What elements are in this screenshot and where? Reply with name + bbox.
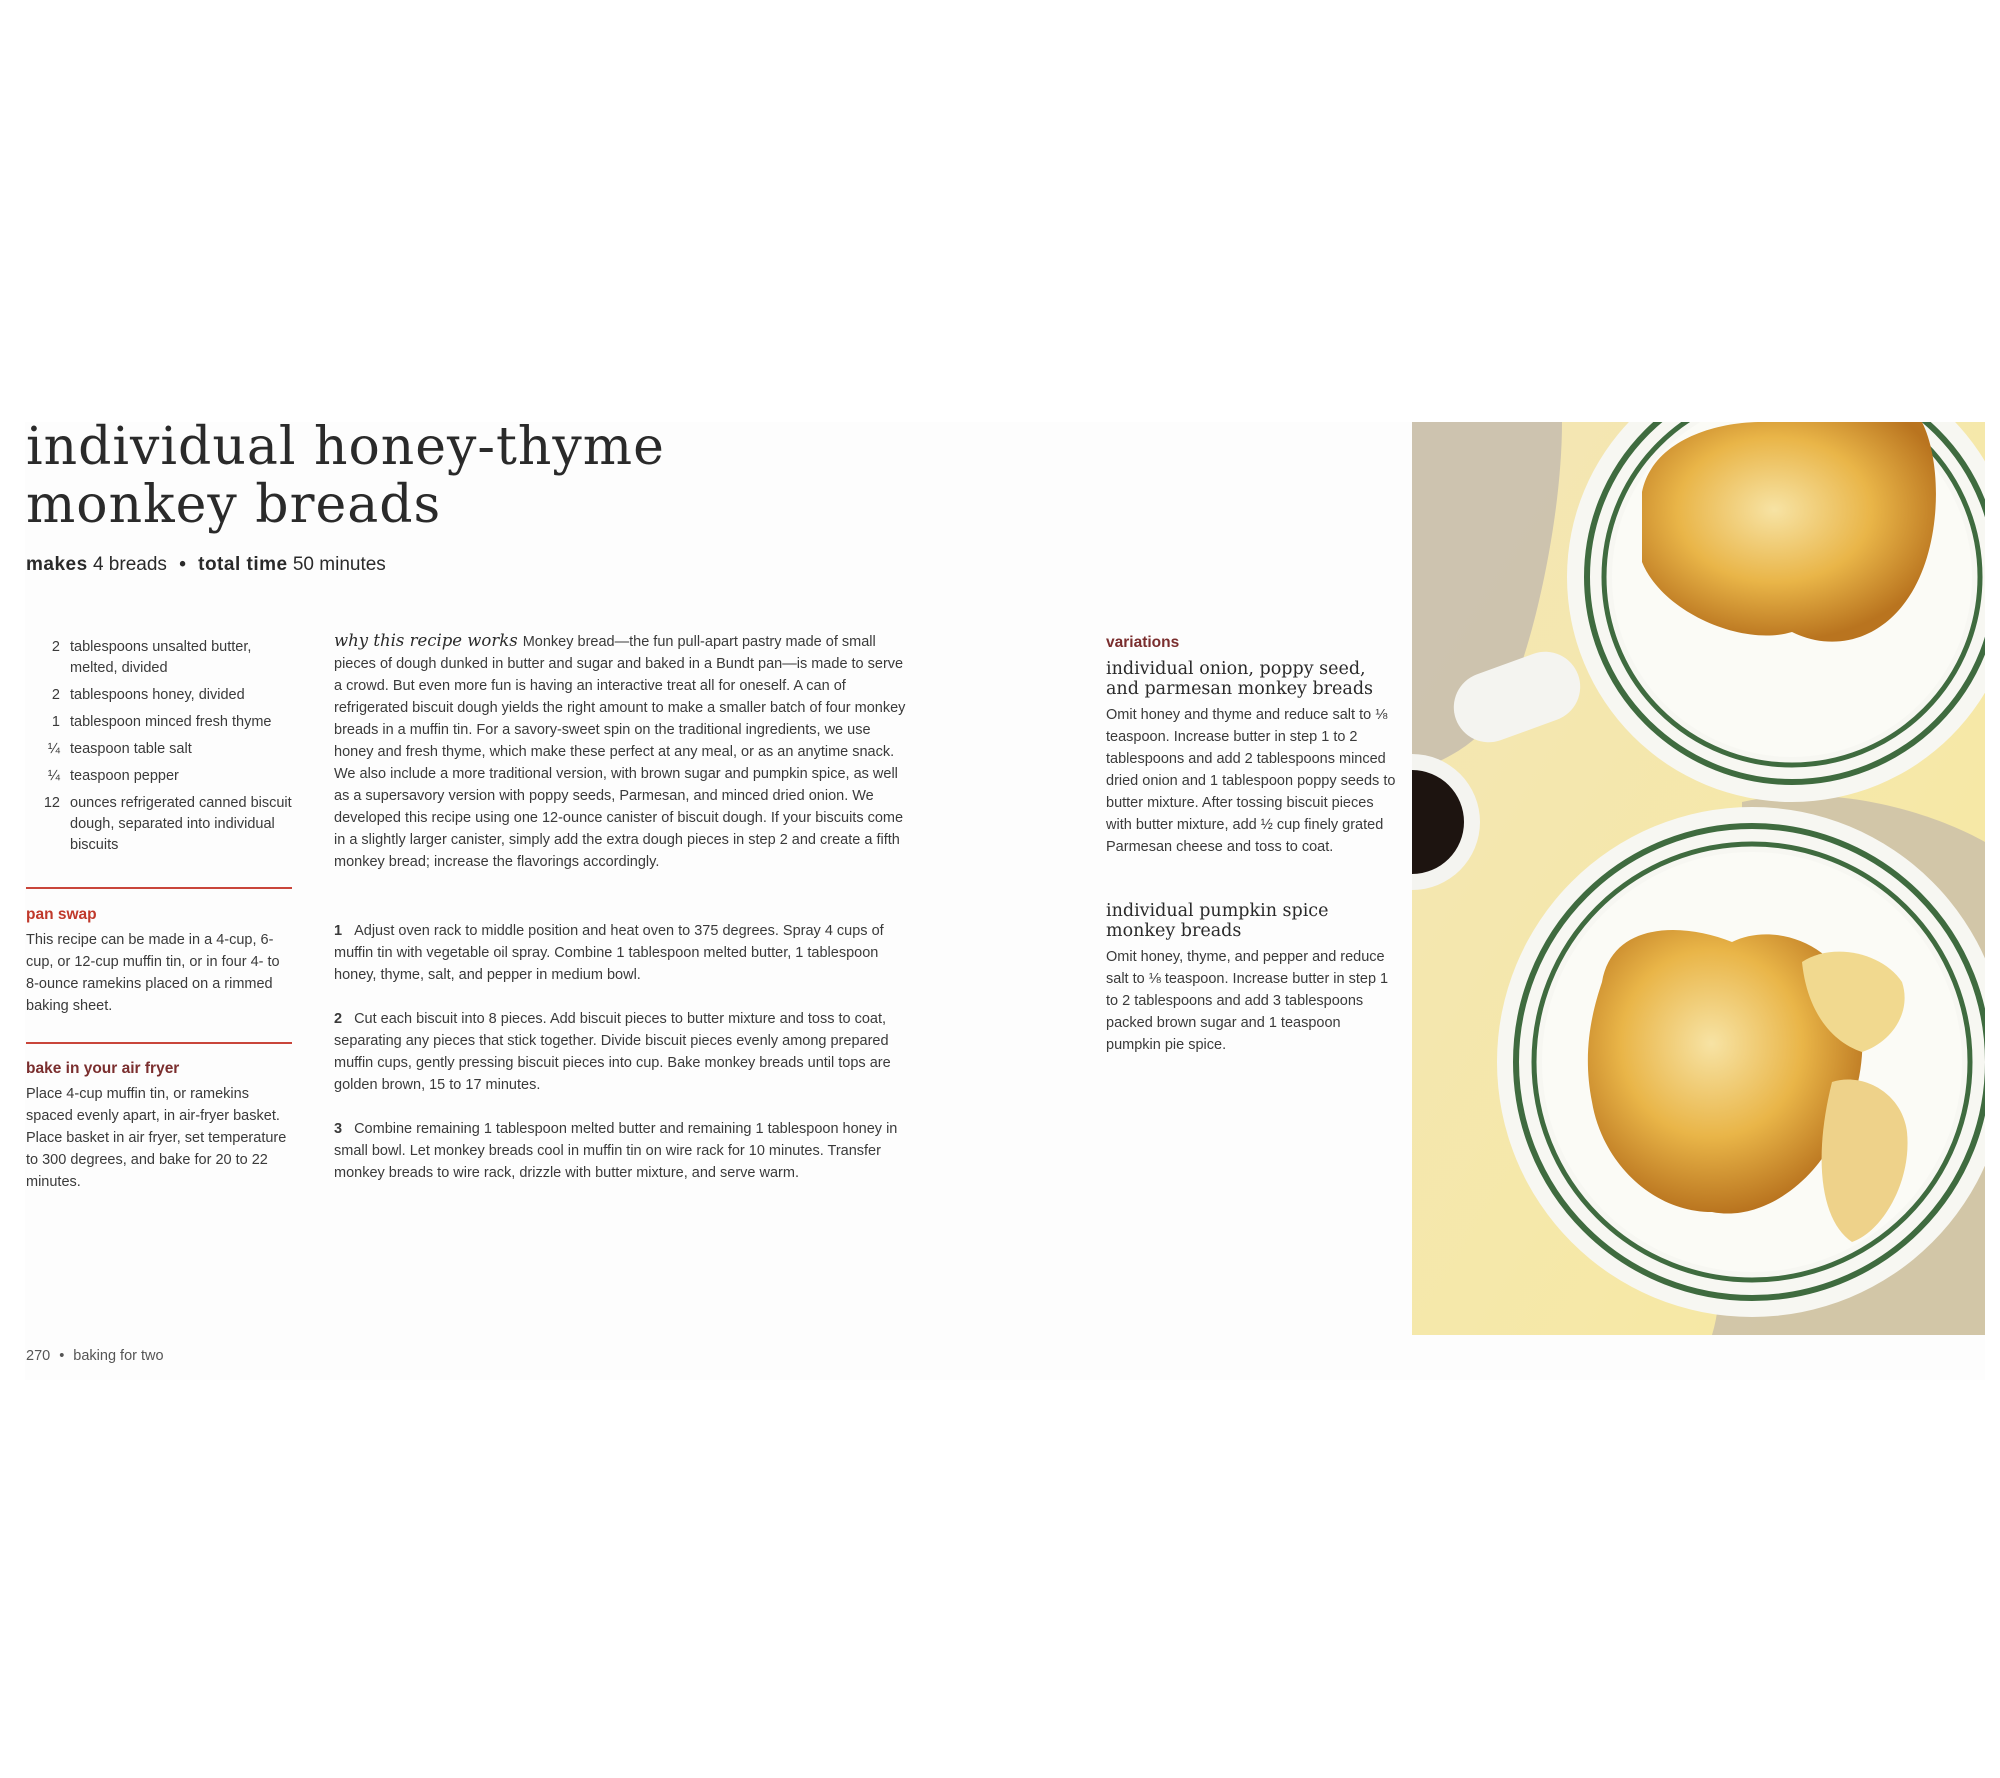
ingredient-qty: 12 bbox=[43, 795, 60, 811]
air-fryer-heading: bake in your air fryer bbox=[26, 1060, 180, 1077]
ingredient-qty: 2 bbox=[51, 639, 60, 655]
ingredient-item bbox=[26, 793, 296, 856]
step-number: 3 bbox=[334, 1121, 343, 1137]
ingredient-text: tablespoon minced fresh thyme bbox=[70, 714, 272, 730]
ingredient-text: teaspoon table salt bbox=[70, 741, 192, 757]
page-footer bbox=[26, 1348, 164, 1364]
variation-text: Omit honey, thyme, and pepper and reduce salt to ⅛ teaspoon. Increase butter in step 1 to 2 tablespoons and add 3 tablespoons packed brown sugar and 1 teaspoon pumpkin pie spice. bbox=[1106, 949, 1389, 1053]
footer-separator: • bbox=[59, 1348, 65, 1364]
variation-title-line: individual onion, poppy seed, bbox=[1106, 659, 1366, 679]
recipe-title-line-2: monkey breads bbox=[26, 475, 442, 535]
step-number: 2 bbox=[334, 1011, 343, 1027]
air-fryer-text: Place 4-cup muffin tin, or ramekins spaced evenly apart, in air-fryer basket. Place basket in air fryer, set temperature to 300 degrees, and bake for 20 to 22 minutes. bbox=[26, 1086, 287, 1190]
monkey-bread-icon bbox=[1642, 422, 1936, 642]
ingredient-qty: 1 bbox=[51, 714, 60, 730]
recipe-intro bbox=[334, 630, 910, 873]
bottom-plate bbox=[1497, 807, 1985, 1317]
ingredient-item bbox=[26, 766, 296, 787]
ingredient-qty: ¼ bbox=[47, 741, 60, 757]
step-text: Cut each biscuit into 8 pieces. Add biscuit pieces to butter mixture and toss to coat, separating any pieces that stick together. Divide biscuit pieces evenly among prepared muffin cups, gently pressing biscuit pieces into cup. Bake monkey breads until tops are golden brown, 15 to 17 minutes. bbox=[334, 1011, 891, 1093]
step-item bbox=[334, 1008, 900, 1096]
page-number: 270 bbox=[26, 1348, 51, 1364]
variations-heading: variations bbox=[1106, 634, 1180, 651]
ingredient-list bbox=[26, 637, 296, 862]
recipe-title-line-1: individual honey-thyme bbox=[26, 417, 665, 477]
step-number: 1 bbox=[334, 923, 343, 939]
ingredient-text: ounces refrigerated canned biscuit dough, separated into individual biscuits bbox=[70, 795, 292, 853]
ingredient-text: teaspoon pepper bbox=[70, 768, 179, 784]
variation-title bbox=[1106, 901, 1328, 941]
variation-title bbox=[1106, 659, 1373, 699]
pan-swap-text: This recipe can be made in a 4-cup, 6-cup, or 12-cup muffin tin, or in four 4- to 8-ounce ramekins placed on a rimmed baking sheet. bbox=[26, 932, 280, 1014]
step-text: Combine remaining 1 tablespoon melted butter and remaining 1 tablespoon honey in small bowl. Let monkey breads cool in muffin tin on wire rack for 10 minutes. Transfer monkey breads to wire rack, drizzle with butter mixture, and serve warm. bbox=[334, 1121, 898, 1181]
recipe-steps bbox=[334, 920, 900, 1206]
ingredient-item bbox=[26, 685, 296, 706]
ingredient-qty: 2 bbox=[51, 687, 60, 703]
air-fryer-divider bbox=[26, 1042, 292, 1044]
ingredient-item bbox=[26, 712, 296, 733]
ingredient-qty: ¼ bbox=[47, 768, 60, 784]
book-title: baking for two bbox=[73, 1348, 164, 1364]
total-time-label: total time bbox=[198, 554, 288, 575]
ingredient-text: tablespoons honey, divided bbox=[70, 687, 245, 703]
variation-title-line: and parmesan monkey breads bbox=[1106, 679, 1374, 699]
intro-text: Monkey bread—the fun pull-apart pastry made of small pieces of dough dunked in butter and sugar and baked in a Bundt pan—is made to serve a crowd. But even more fun is having an interactive treat all for oneself. A can of refrigerated biscuit dough yields the right amount to make a smaller batch of four monkey breads in a muffin tin. For a savory-sweet spin on the traditional ingredients, we use honey and fresh thyme, which make these perfect at any meal, or as an anytime snack. We also include a more traditional version, with brown sugar and pumpkin spice, as well as a supersavory version with poppy seeds, Parmesan, and minced dried onion. We developed this recipe using one 12-ounce canister of biscuit dough. If your biscuits come in a slightly larger canister, simply add the extra dough pieces in step 2 and create a fifth monkey bread; increase the flavorings accordingly. bbox=[334, 634, 906, 870]
recipe-title bbox=[26, 418, 665, 534]
ingredient-item bbox=[26, 739, 296, 760]
step-text: Adjust oven rack to middle position and heat oven to 375 degrees. Spray 4 cups of muffin tin with vegetable oil spray. Combine 1 tablespoon melted butter, 1 tablespoon honey, thyme, salt, and pepper in medium bowl. bbox=[334, 923, 884, 983]
ingredient-text: tablespoons unsalted butter, melted, divided bbox=[70, 639, 252, 676]
pan-swap-divider bbox=[26, 887, 292, 889]
ingredient-item bbox=[26, 637, 296, 679]
recipe-meta bbox=[26, 554, 386, 576]
step-item bbox=[334, 920, 900, 986]
variation-title-line: monkey breads bbox=[1106, 921, 1242, 941]
total-time-value: 50 minutes bbox=[292, 554, 386, 575]
pan-swap-heading: pan swap bbox=[26, 906, 97, 923]
step-item bbox=[334, 1118, 900, 1184]
meta-separator: • bbox=[179, 554, 186, 575]
variation-text: Omit honey and thyme and reduce salt to ⅛ teaspoon. Increase butter in step 1 to 2 tablespoons and add 2 tablespoons minced dried onion and 1 tablespoon poppy seeds to butter mixture. After tossing biscuit pieces with butter mixture, add ½ cup finely grated Parmesan cheese and toss to coat. bbox=[1106, 707, 1396, 855]
makes-value: 4 breads bbox=[92, 554, 167, 575]
intro-lead: why this recipe works bbox=[334, 631, 518, 650]
monkey-bread-photo bbox=[1412, 422, 1985, 1335]
variation-title-line: individual pumpkin spice bbox=[1106, 901, 1329, 921]
makes-label: makes bbox=[26, 554, 88, 575]
